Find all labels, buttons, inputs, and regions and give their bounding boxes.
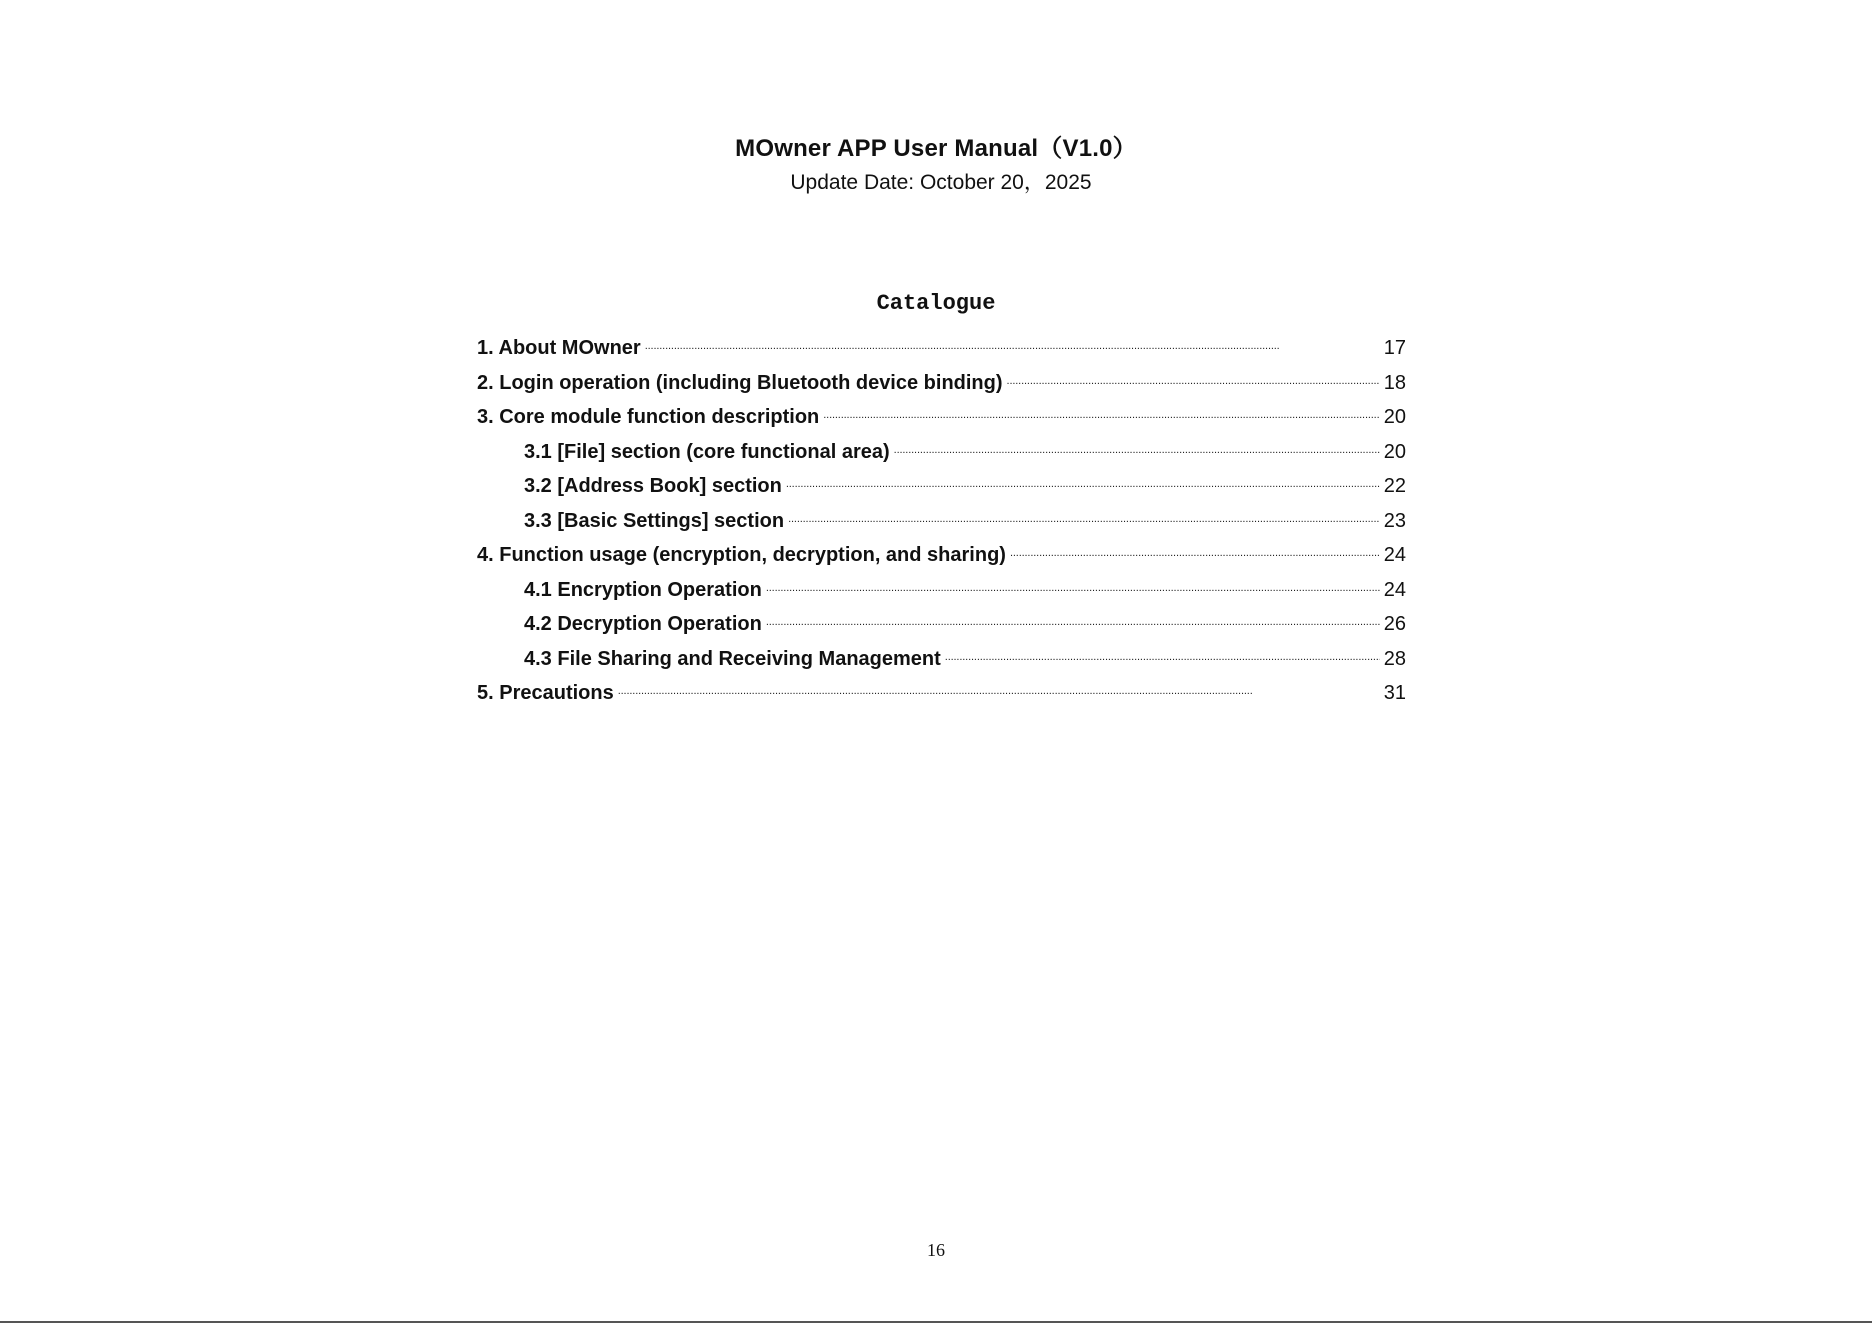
toc-entry-label: 4. Function usage (encryption, decryption, and sharing): [477, 544, 1006, 566]
toc-leader-dots: [645, 334, 1380, 354]
toc-entry-label: 3.1 [File] section (core functional area): [524, 440, 890, 463]
toc-entry-basic-settings[interactable]: [477, 507, 1406, 542]
toc-entry-file-sharing[interactable]: [477, 645, 1406, 680]
toc-entry-decryption[interactable]: [477, 610, 1406, 645]
toc-leader-dots: [894, 438, 1380, 458]
table-of-contents: [477, 334, 1406, 714]
toc-entry-page: 20: [1383, 440, 1406, 463]
toc-entry-page: 26: [1383, 613, 1406, 635]
toc-entry-label: 3.3 [Basic Settings] section: [524, 509, 785, 532]
toc-leader-dots: [788, 507, 1380, 527]
toc-entry-address-book[interactable]: [477, 472, 1406, 507]
toc-leader-dots: [1010, 541, 1380, 561]
toc-entry-label: 4.3 File Sharing and Receiving Management: [524, 647, 941, 670]
toc-leader-dots: [1007, 369, 1380, 389]
toc-entry-label: 3.2 [Address Book] section: [524, 475, 782, 497]
toc-entry-about[interactable]: [477, 334, 1406, 369]
page-number: 16: [927, 1240, 945, 1260]
toc-leader-dots: [786, 472, 1380, 492]
toc-leader-dots: [823, 403, 1380, 423]
toc-entry-encryption[interactable]: [477, 576, 1406, 611]
toc-entry-page: 17: [1383, 337, 1406, 359]
toc-entry-precautions[interactable]: [477, 679, 1406, 714]
toc-leader-dots: [766, 610, 1380, 630]
toc-entry-page: 28: [1383, 647, 1406, 670]
toc-entry-page: 24: [1383, 544, 1406, 566]
document-title: MOwner APP User Manual（V1.0）: [735, 135, 1137, 162]
update-date: Update Date: October 20，2025: [790, 171, 1092, 194]
toc-heading: Catalogue: [876, 291, 996, 316]
toc-entry-page: 24: [1383, 578, 1406, 601]
toc-entry-label: 2. Login operation (including Bluetooth device binding): [477, 371, 1003, 394]
toc-entry-file-section[interactable]: [477, 438, 1406, 473]
toc-entry-label: 1. About MOwner: [477, 337, 641, 359]
toc-entry-label: 5. Precautions: [477, 682, 614, 704]
toc-entry-page: 22: [1383, 475, 1406, 497]
toc-entry-page: 20: [1383, 406, 1406, 428]
toc-entry-page: 23: [1383, 509, 1406, 532]
toc-leader-dots: [766, 576, 1380, 596]
toc-entry-label: 4.2 Decryption Operation: [524, 613, 762, 635]
page-bottom-divider: [0, 1321, 1872, 1323]
toc-entry-label: 3. Core module function description: [477, 406, 820, 428]
toc-entry-login[interactable]: [477, 369, 1406, 404]
toc-leader-dots: [618, 679, 1380, 699]
toc-entry-page: 18: [1383, 371, 1406, 394]
toc-leader-dots: [945, 645, 1380, 665]
toc-entry-label: 4.1 Encryption Operation: [524, 578, 762, 601]
toc-entry-core-modules[interactable]: [477, 403, 1406, 438]
toc-entry-function-usage[interactable]: [477, 541, 1406, 576]
toc-entry-page: 31: [1383, 682, 1406, 704]
